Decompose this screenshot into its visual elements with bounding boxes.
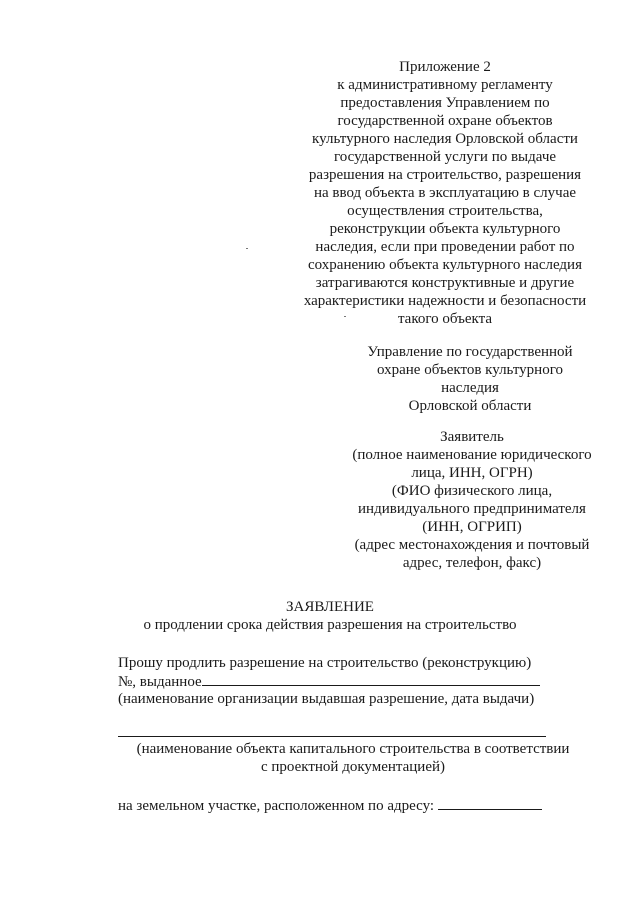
- object-hint-line: с проектной документацией): [260, 759, 446, 775]
- title-subheading: о продлении срока действия разрешения на строительство: [143, 617, 517, 633]
- addressee-block: [340, 343, 600, 415]
- addressee-line: наследия: [441, 380, 499, 396]
- addressee-line: Управление по государственной: [367, 344, 573, 360]
- object-hint: [118, 740, 588, 776]
- appendix-line: характеристики надежности и безопасности: [303, 293, 587, 309]
- appendix-line: наследия, если при проведении работ по: [315, 239, 575, 255]
- appendix-line: Приложение 2: [399, 59, 491, 75]
- appendix-line: осуществления строительства,: [347, 203, 543, 219]
- appendix-line: к административному регламенту: [337, 77, 553, 93]
- issued-by-row: [118, 672, 540, 691]
- applicant-line: (адрес местонахождения и почтовый: [354, 537, 590, 553]
- object-name-field[interactable]: [118, 736, 546, 737]
- applicant-line: Заявитель: [440, 429, 504, 445]
- issued-label: №, выданное: [118, 674, 202, 690]
- request-text: Прошу продлить разрешение на строительство (реконструкцию): [118, 655, 532, 671]
- land-plot-label: на земельном участке, расположенном по адресу:: [118, 798, 435, 814]
- appendix-line: такого объекта: [397, 311, 493, 327]
- applicant-line: (полное наименование юридического: [352, 447, 592, 463]
- applicant-line: (ИНН, ОГРИП): [422, 519, 522, 535]
- title-heading: ЗАЯВЛЕНИЕ: [286, 599, 374, 615]
- appendix-line: затрагиваются конструктивные и другие: [315, 275, 575, 291]
- applicant-line: (ФИО физического лица,: [391, 483, 553, 499]
- object-hint-line: (наименование объекта капитального строительства в соответствии: [136, 741, 570, 757]
- appendix-line: на ввод объекта в эксплуатацию в случае: [313, 185, 577, 201]
- appendix-line: разрешения на строительство, разрешения: [308, 167, 582, 183]
- applicant-line: адрес, телефон, факс): [402, 555, 542, 571]
- issued-hint: (наименование организации выдавшая разрешение, дата выдачи): [118, 691, 535, 707]
- appendix-line: государственной услуги по выдаче: [333, 149, 557, 165]
- appendix-line: предоставления Управлением по: [340, 95, 550, 111]
- applicant-line: лица, ИНН, ОГРН): [411, 465, 533, 481]
- issued-hint-row: [118, 690, 534, 708]
- scan-speck: [246, 248, 248, 249]
- appendix-line: культурного наследия Орловской области: [312, 131, 578, 147]
- issued-by-field[interactable]: [202, 672, 540, 686]
- appendix-line: реконструкции объекта культурного: [329, 221, 561, 237]
- appendix-header: [300, 58, 590, 328]
- applicant-block: [322, 428, 622, 572]
- land-plot-row: [118, 796, 542, 815]
- land-plot-address-field[interactable]: [438, 796, 542, 810]
- request-line: [118, 654, 531, 672]
- appendix-line: государственной охране объектов: [337, 113, 553, 129]
- applicant-line: индивидуального предпринимателя: [358, 501, 586, 517]
- appendix-line: сохранению объекта культурного наследия: [308, 257, 582, 273]
- document-title: [120, 598, 540, 634]
- addressee-line: охране объектов культурного: [376, 362, 563, 378]
- addressee-line: Орловской области: [408, 398, 532, 414]
